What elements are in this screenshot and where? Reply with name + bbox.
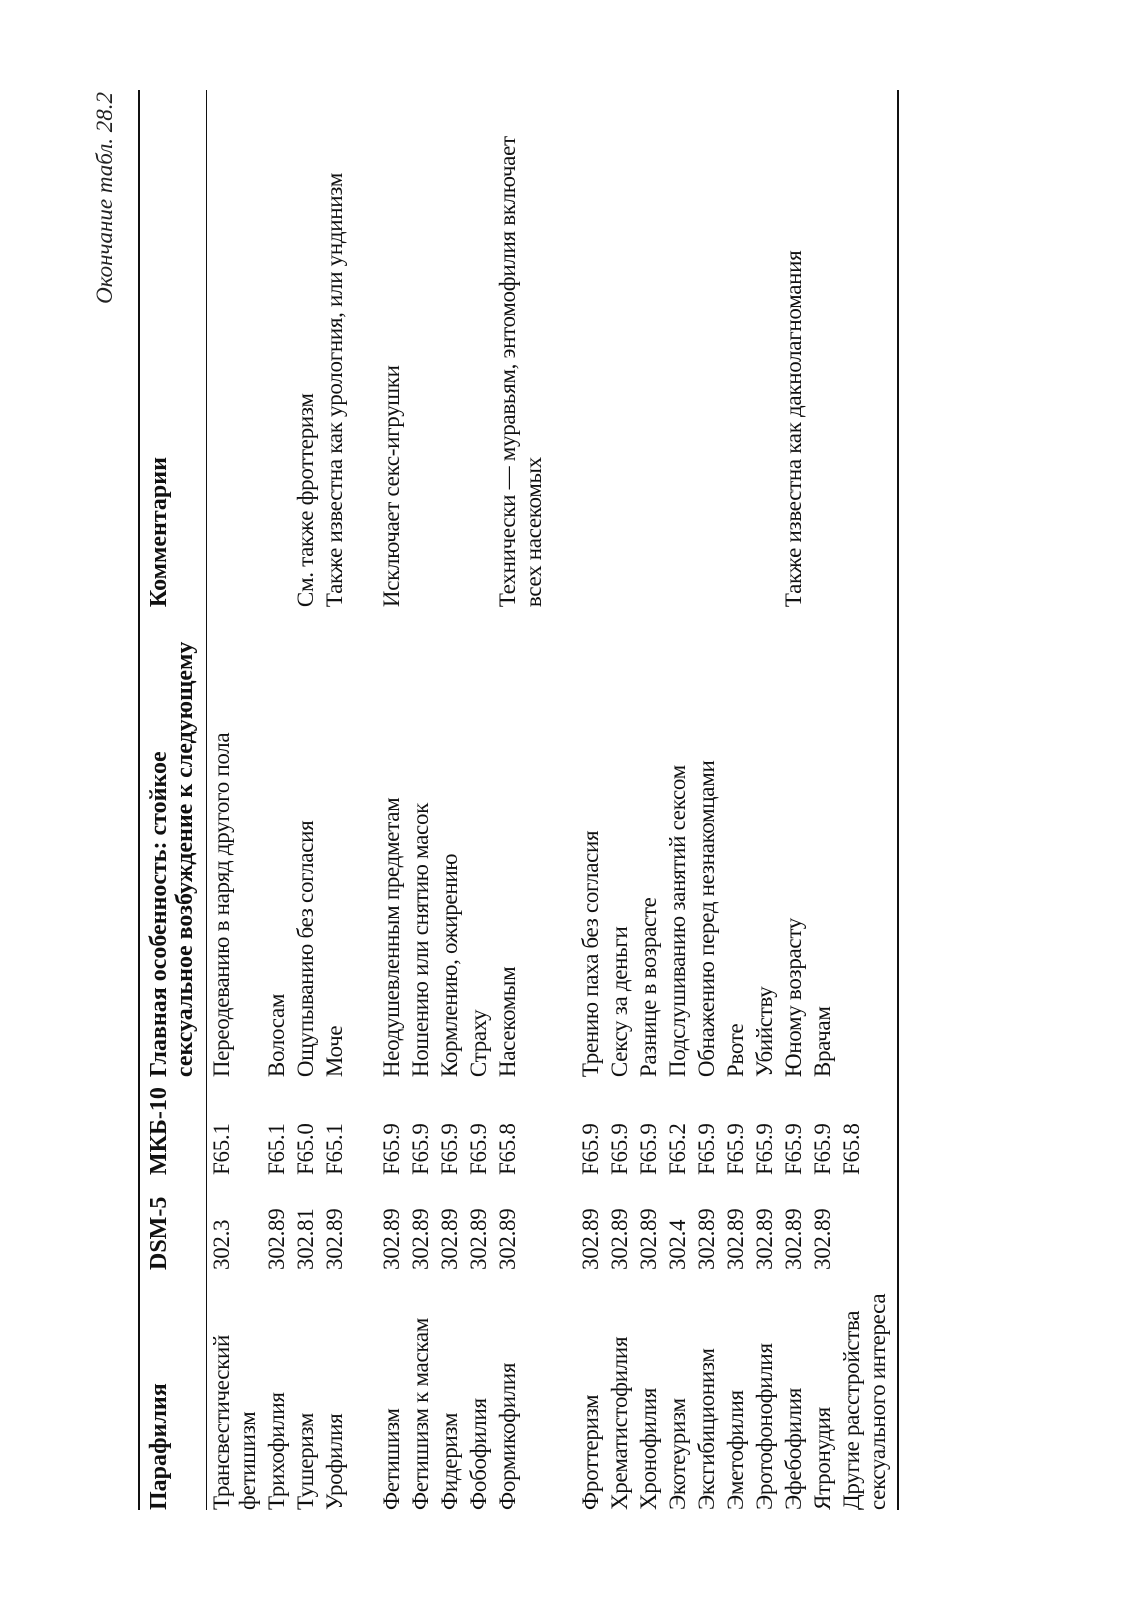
cell-feature: Врачам: [810, 1006, 835, 1078]
cell-feature: Страху: [466, 1009, 491, 1078]
cell-dsm: 302.89: [408, 1208, 433, 1270]
table-row: [320, 90, 349, 1510]
cell-feature: Подслушиванию занятий сексом: [665, 765, 690, 1078]
cell-icd: F65.9: [379, 1123, 404, 1175]
table-row: [435, 90, 464, 1510]
cell-icd: F65.9: [752, 1123, 777, 1175]
cell-name: Эметофилия: [723, 1390, 748, 1510]
table-caption: Окончание табл. 28.2: [92, 92, 117, 304]
cell-dsm: [837, 1175, 898, 1270]
cell-comment: [262, 90, 291, 607]
cell-feature: Ощупыванию без согласия: [293, 820, 318, 1078]
cell-icd: F65.9: [578, 1123, 603, 1175]
table-row: [663, 90, 692, 1510]
cell-name: Фидеризм: [437, 1412, 462, 1510]
cell-dsm: 302.3: [209, 1219, 234, 1270]
cell-comment: Также известна как дакнолагномания: [781, 250, 806, 608]
cell-feature: Юному возрасту: [781, 918, 806, 1078]
cell-icd: F65.1: [322, 1123, 347, 1175]
cell-feature: Переодеванию в наряд другого пола: [209, 732, 234, 1078]
cell-comment: [750, 90, 779, 607]
cell-icd: F65.1: [264, 1123, 289, 1175]
cell-name: Эротофонофилия: [752, 1343, 777, 1510]
cell-name: Трансвестический фетишизм: [209, 1334, 260, 1510]
cell-comment: [435, 90, 464, 607]
cell-dsm: 302.89: [723, 1208, 748, 1270]
cell-comment: Также известна как урологния, или ундинизм: [322, 172, 347, 608]
cell-comment: [605, 90, 634, 607]
cell-comment: Исключает секс-игрушки: [379, 365, 404, 608]
header-icd: МКБ-10: [139, 1077, 207, 1175]
cell-name: Ятронудия: [810, 1407, 835, 1510]
cell-name: Хронофилия: [636, 1388, 661, 1510]
table-row: [262, 90, 291, 1510]
cell-comment: [406, 90, 435, 607]
cell-dsm: 302.89: [322, 1208, 347, 1270]
cell-dsm: 302.89: [636, 1208, 661, 1270]
table-row: [464, 90, 493, 1510]
table-row: [548, 90, 605, 1510]
cell-icd: F65.8: [837, 1077, 898, 1175]
cell-dsm: 302.4: [665, 1219, 690, 1270]
cell-name: Урофилия: [322, 1413, 347, 1510]
table-row: [779, 90, 808, 1510]
cell-name: Формикофилия: [495, 1362, 520, 1510]
cell-name: Хрематистофилия: [607, 1336, 632, 1510]
cell-icd: F65.9: [810, 1123, 835, 1175]
cell-dsm: 302.89: [694, 1208, 719, 1270]
cell-dsm: 302.89: [495, 1208, 520, 1270]
cell-name: Экотеуризм: [665, 1398, 690, 1510]
cell-icd: F65.9: [466, 1123, 491, 1175]
cell-feature: Моче: [322, 1025, 347, 1078]
table-row: [349, 90, 406, 1510]
table-header-row: [139, 90, 207, 1510]
cell-icd: F65.9: [694, 1123, 719, 1175]
cell-comment: [663, 90, 692, 607]
cell-feature: Неодушевленным предметам: [379, 797, 404, 1078]
cell-icd: F65.9: [723, 1123, 748, 1175]
cell-icd: F65.9: [607, 1123, 632, 1175]
cell-comment: [721, 90, 750, 607]
table-row: [207, 90, 263, 1510]
cell-feature: Волосам: [264, 993, 289, 1078]
cell-name: Фроттеризм: [578, 1394, 603, 1510]
cell-icd: F65.2: [665, 1123, 690, 1175]
header-dsm: DSM-5: [139, 1175, 207, 1270]
cell-feature: Убийству: [752, 986, 777, 1078]
table-row: [634, 90, 663, 1510]
cell-icd: F65.8: [495, 1123, 520, 1175]
cell-name: Эксгибиционизм: [694, 1348, 719, 1510]
cell-dsm: 302.89: [437, 1208, 462, 1270]
cell-name: Фетишизм к маскам: [408, 1317, 433, 1510]
cell-comment: [692, 90, 721, 607]
cell-comment: См. также фроттеризм: [293, 393, 318, 608]
table-row: [291, 90, 320, 1510]
table-row: [692, 90, 721, 1510]
cell-icd: F65.9: [636, 1123, 661, 1175]
cell-comment: [837, 90, 898, 607]
cell-dsm: 302.89: [752, 1208, 777, 1270]
cell-comment: [207, 90, 263, 607]
header-paraphilia: Парафилия: [139, 1270, 207, 1510]
table-row: [493, 90, 548, 1510]
table-row: [808, 90, 837, 1510]
cell-feature: [837, 607, 898, 1077]
cell-icd: F65.0: [293, 1123, 318, 1175]
table-row: [605, 90, 634, 1510]
cell-feature: Кормлению, ожирению: [437, 853, 462, 1078]
cell-feature: Обнажению перед незнакомцами: [694, 760, 719, 1078]
cell-comment: Технически — муравьям, энтомофилия включает всех насекомых: [495, 136, 546, 608]
cell-name: Фобофилия: [466, 1398, 491, 1510]
cell-comment: [808, 90, 837, 607]
cell-dsm: 302.89: [466, 1208, 491, 1270]
cell-feature: Сексу за деньги: [607, 926, 632, 1078]
paraphilia-table: [138, 90, 899, 1510]
cell-icd: F65.9: [781, 1123, 806, 1175]
cell-feature: Рвоте: [723, 1023, 748, 1078]
cell-dsm: 302.89: [379, 1208, 404, 1270]
cell-dsm: 302.89: [607, 1208, 632, 1270]
cell-dsm: 302.89: [781, 1208, 806, 1270]
header-comments: Комментарии: [139, 90, 207, 607]
cell-dsm: 302.89: [578, 1208, 603, 1270]
cell-feature: Разнице в возрасте: [636, 897, 661, 1078]
cell-feature: Ношению или снятию масок: [408, 802, 433, 1078]
cell-comment: [634, 90, 663, 607]
cell-name: Трихофилия: [264, 1392, 289, 1510]
cell-name: Тушеризм: [293, 1412, 318, 1510]
header-feature: Главная особенность: стойкое сексуальное возбуждение к следующему: [139, 607, 207, 1077]
table-row: [750, 90, 779, 1510]
cell-feature: Насекомым: [495, 966, 520, 1078]
table-row: [837, 90, 898, 1510]
cell-dsm: 302.89: [810, 1208, 835, 1270]
cell-feature: Трению паха без согласия: [578, 830, 603, 1078]
cell-name: Другие расстройства сексуального интереса: [837, 1270, 898, 1510]
cell-dsm: 302.81: [293, 1208, 318, 1270]
cell-icd: F65.9: [437, 1123, 462, 1175]
cell-comment: [548, 90, 605, 607]
cell-name: Эфебофилия: [781, 1387, 806, 1510]
cell-dsm: 302.89: [264, 1208, 289, 1270]
cell-icd: F65.1: [209, 1123, 234, 1175]
table-row: [721, 90, 750, 1510]
cell-comment: [464, 90, 493, 607]
cell-name: Фетишизм: [379, 1408, 404, 1510]
table-row: [406, 90, 435, 1510]
cell-icd: F65.9: [408, 1123, 433, 1175]
